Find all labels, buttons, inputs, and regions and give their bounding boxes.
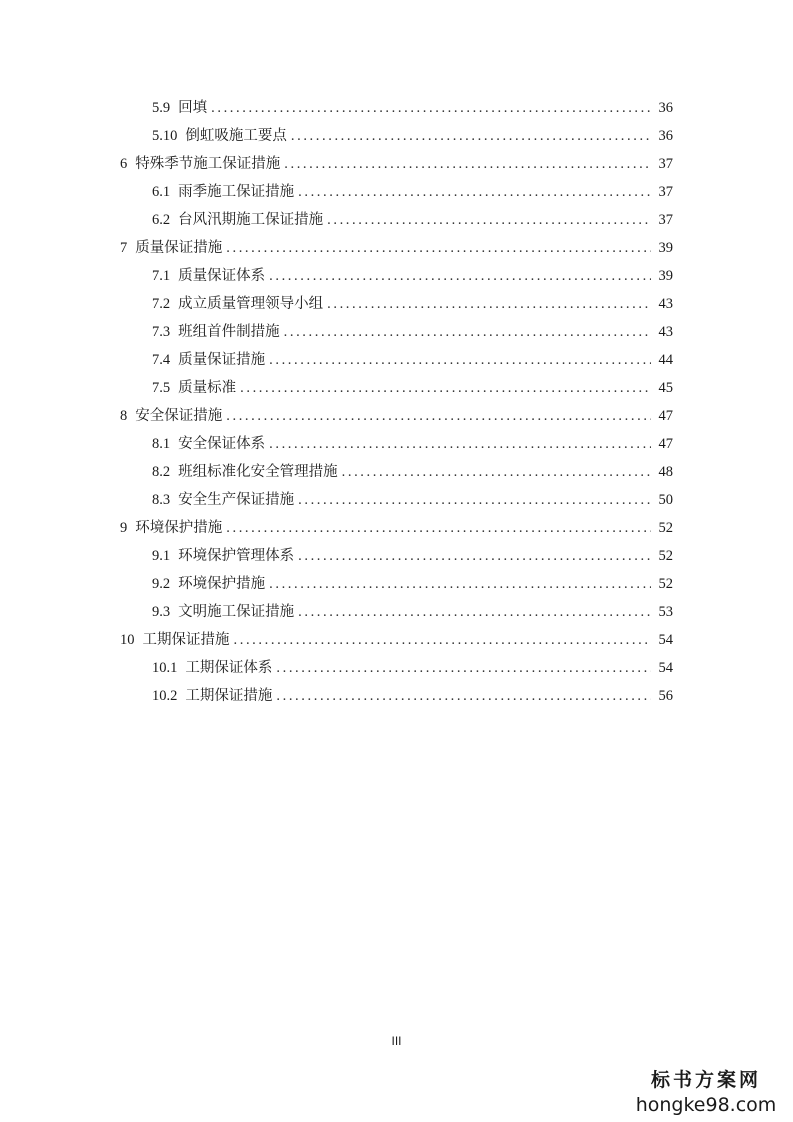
toc-entry-page: 36 [658, 128, 673, 144]
toc-dot-leader [276, 686, 651, 706]
toc-entry-number: 8.2 [152, 464, 171, 480]
toc-entry-title: 成立质量管理领导小组 [178, 296, 324, 312]
toc-entry-number: 8.1 [152, 436, 171, 452]
toc-entry[interactable] [152, 126, 673, 146]
toc-entry-title: 工期保证体系 [185, 660, 273, 676]
toc-entry-number: 7.5 [152, 380, 171, 396]
toc-dot-leader [284, 154, 651, 174]
toc-entry[interactable] [120, 406, 673, 426]
toc-entry-page: 48 [658, 464, 673, 480]
toc-dot-leader [240, 378, 651, 398]
toc-entry-title: 雨季施工保证措施 [178, 184, 295, 200]
toc-entry-number: 5.10 [152, 128, 178, 144]
toc-dot-leader [226, 518, 651, 538]
toc-entry-title: 环境保护措施 [135, 520, 223, 536]
toc-dot-leader [276, 658, 651, 678]
toc-entry-number: 9.3 [152, 604, 171, 620]
toc-entry-page: 54 [658, 660, 673, 676]
toc-entry-number: 6.1 [152, 184, 171, 200]
toc-entry[interactable] [152, 182, 673, 202]
toc-dot-leader [269, 350, 651, 370]
toc-entry[interactable] [152, 574, 673, 594]
toc-entry-number: 6 [120, 156, 128, 172]
toc-entry-title: 环境保护管理体系 [178, 548, 295, 564]
toc-entry[interactable] [152, 546, 673, 566]
toc-entry[interactable] [152, 378, 673, 398]
toc-dot-leader [211, 98, 651, 118]
toc-entry-number: 7.2 [152, 296, 171, 312]
toc-entry-number: 10.2 [152, 688, 178, 704]
toc-entry-title: 台风汛期施工保证措施 [178, 212, 324, 228]
toc-entry-title: 安全生产保证措施 [178, 492, 295, 508]
toc-entry-page: 44 [658, 352, 673, 368]
toc-entry-page: 52 [658, 548, 673, 564]
toc-entry-page: 37 [658, 212, 673, 228]
toc-entry-page: 39 [658, 268, 673, 284]
toc-dot-leader [327, 210, 651, 230]
toc-entry[interactable] [152, 210, 673, 230]
toc-entry-page: 56 [658, 688, 673, 704]
toc-dot-leader [226, 406, 651, 426]
toc-entry-number: 9 [120, 520, 128, 536]
toc-entry[interactable] [152, 602, 673, 622]
toc-entry-number: 5.9 [152, 100, 171, 116]
toc-entry-page: 43 [658, 296, 673, 312]
toc-entry-title: 质量保证体系 [178, 268, 266, 284]
toc-entry[interactable] [152, 98, 673, 118]
toc-entry-page: 50 [658, 492, 673, 508]
toc-entry[interactable] [120, 518, 673, 538]
toc-dot-leader [298, 602, 651, 622]
toc-entry-title: 安全保证体系 [178, 436, 266, 452]
toc-entry-title: 环境保护措施 [178, 576, 266, 592]
toc-entry-title: 文明施工保证措施 [178, 604, 295, 620]
toc-entry-title: 倒虹吸施工要点 [185, 128, 287, 144]
toc-entry-page: 43 [658, 324, 673, 340]
toc-entry-number: 7.4 [152, 352, 171, 368]
toc-entry-title: 工期保证措施 [142, 632, 230, 648]
toc-entry-number: 10 [120, 632, 135, 648]
toc-entry-page: 39 [658, 240, 673, 256]
toc-entry[interactable] [152, 266, 673, 286]
toc-entry[interactable] [120, 154, 673, 174]
toc-entry[interactable] [152, 350, 673, 370]
watermark-brand: 标书方案网 [650, 1069, 761, 1091]
toc-entry-title: 班组标准化安全管理措施 [178, 464, 338, 480]
toc-entry-page: 53 [658, 604, 673, 620]
watermark-logo [631, 1065, 781, 1116]
toc-dot-leader [298, 490, 651, 510]
toc-entry-number: 7.1 [152, 268, 171, 284]
toc-entry[interactable] [152, 686, 673, 706]
toc-entry-number: 10.1 [152, 660, 178, 676]
toc-entry-page: 36 [658, 100, 673, 116]
toc-entry-number: 7 [120, 240, 128, 256]
toc-entry-page: 47 [658, 436, 673, 452]
toc-entry-number: 7.3 [152, 324, 171, 340]
toc-entry-page: 52 [658, 520, 673, 536]
toc-dot-leader [269, 574, 651, 594]
toc-entry[interactable] [152, 294, 673, 314]
toc-dot-leader [298, 182, 651, 202]
toc-entry[interactable] [120, 238, 673, 258]
toc-entry-page: 45 [658, 380, 673, 396]
toc-entry-page: 37 [658, 156, 673, 172]
toc-entry[interactable] [152, 322, 673, 342]
toc-entry[interactable] [152, 462, 673, 482]
toc-entry-number: 9.2 [152, 576, 171, 592]
toc-entry-number: 9.1 [152, 548, 171, 564]
toc-dot-leader [291, 126, 651, 146]
toc-dot-leader [269, 266, 651, 286]
toc-entry[interactable] [152, 490, 673, 510]
toc-entry-title: 质量保证措施 [135, 240, 223, 256]
toc-entry-number: 8.3 [152, 492, 171, 508]
toc-dot-leader [284, 322, 651, 342]
toc-dot-leader [298, 546, 651, 566]
watermark-url: hongke98.com [635, 1094, 777, 1116]
toc-entry-title: 特殊季节施工保证措施 [135, 156, 281, 172]
toc-entry-title: 班组首件制措施 [178, 324, 280, 340]
toc-entry[interactable] [152, 434, 673, 454]
toc-entry-title: 质量标准 [178, 380, 237, 396]
toc-entry-title: 质量保证措施 [178, 352, 266, 368]
toc-entry[interactable] [120, 630, 673, 650]
toc-entry-number: 6.2 [152, 212, 171, 228]
toc-entry-title: 回填 [178, 100, 208, 116]
toc-entry-number: 8 [120, 408, 128, 424]
page-number: III [391, 1034, 402, 1048]
toc-entry-page: 47 [658, 408, 673, 424]
toc-entry[interactable] [152, 658, 673, 678]
toc-entry-page: 52 [658, 576, 673, 592]
toc-dot-leader [226, 238, 651, 258]
toc-dot-leader [327, 294, 651, 314]
toc-dot-leader [269, 434, 651, 454]
toc-dot-leader [234, 630, 652, 650]
toc-entry-title: 安全保证措施 [135, 408, 223, 424]
toc-dot-leader [342, 462, 651, 482]
toc-entry-page: 37 [658, 184, 673, 200]
toc-entry-page: 54 [658, 632, 673, 648]
toc-entry-title: 工期保证措施 [185, 688, 273, 704]
